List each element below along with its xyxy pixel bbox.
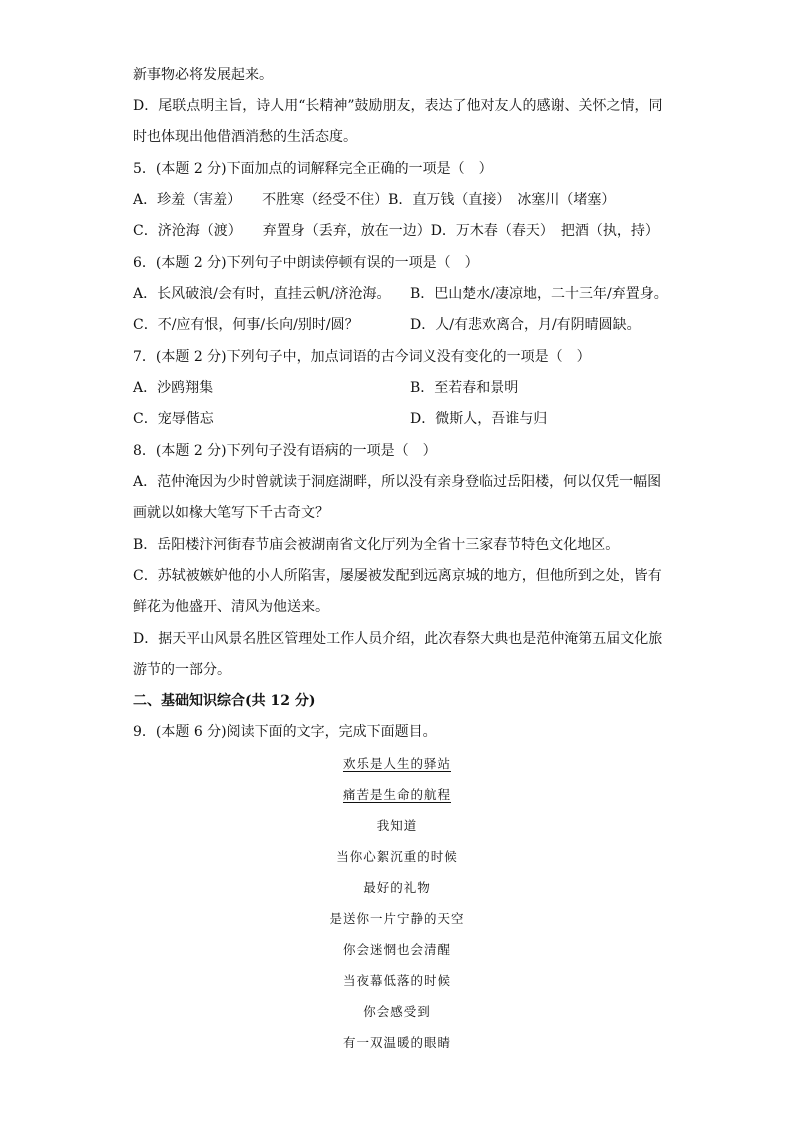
poem-line: 当你心絮沉重的时候	[336, 849, 458, 864]
poem-line: 我知道	[376, 818, 418, 833]
question-7-option-c: C．宠辱偕忘	[133, 411, 214, 427]
poem-line: 欢乐是人生的驿站	[342, 756, 451, 771]
question-8-option-c-cont: 鲜花为他盛开、清风为他送来。	[133, 599, 329, 615]
question-6: 6．(本题 2 分)下列句子中朗读停顿有误的一项是（ ）	[133, 255, 479, 271]
text-line: 时也体现出他借酒消愁的生活态度。	[133, 129, 357, 145]
question-8-option-d-cont: 游节的一部分。	[133, 662, 231, 678]
question-6-option-b: B．巴山楚水/凄凉地，二十三年/弃置身。	[410, 286, 668, 302]
question-7: 7．(本题 2 分)下列句子中，加点词语的古今词义没有变化的一项是（ ）	[133, 349, 591, 365]
question-7-option-b: B．至若春和景明	[410, 380, 519, 396]
question-6-option-d: D．人/有悲欢离合，月/有阴晴圆缺。	[410, 317, 641, 333]
question-9: 9．(本题 6 分)阅读下面的文字，完成下面题目。	[133, 724, 437, 740]
poem-line: 你会感受到	[363, 1004, 431, 1019]
question-8-option-c: C．苏轼被嫉妒他的小人所陷害，屡屡被发配到远离京城的地方，但他所到之处，皆有	[133, 568, 662, 584]
question-8-option-b: B．岳阳楼汴河街春节庙会被湖南省文化厅列为全省十三家春节特色文化地区。	[133, 537, 620, 553]
option-d-line: D．尾联点明主旨，诗人用“长精神”鼓励朋友，表达了他对友人的感谢、关怀之情，同	[133, 98, 663, 114]
question-8-option-a-cont: 画就以如椽大笔写下千古奇文？	[133, 505, 329, 521]
question-6-option-c: C．不/应有恨，何事/长向/别时/圆？	[133, 317, 359, 333]
question-8-option-d: D．据天平山风景名胜区管理处工作人员介绍，此次春祭大典也是范仲淹第五届文化旅	[133, 631, 663, 647]
poem-line: 当夜幕低落的时候	[342, 973, 451, 988]
question-6-option-a: A．长风破浪/会有时，直挂云帆/济沧海。	[133, 286, 391, 302]
section-heading: 二、基础知识综合(共 12 分)	[133, 693, 316, 709]
poem-line: 你会迷惘也会清醒	[342, 942, 451, 957]
question-7-option-d: D．微斯人，吾谁与归	[410, 411, 548, 427]
question-5-options-ab: A．珍羞（害羞） 不胜寒（经受不住）B．直万钱（直接） 冰塞川（堵塞）	[133, 192, 616, 208]
question-5: 5．(本题 2 分)下面加点的词解释完全正确的一项是（ ）	[133, 161, 493, 177]
poem-line: 最好的礼物	[363, 880, 431, 895]
question-8-option-a: A．范仲淹因为少时曾就读于洞庭湖畔，所以没有亲身登临过岳阳楼，何以仅凭一幅图	[133, 474, 662, 490]
question-5-options-cd: C．济沧海（渡） 弃置身（丢弃，放在一边）D．万木春（春天） 把酒（执，持）	[133, 223, 659, 239]
poem-line: 痛苦是生命的航程	[342, 787, 451, 802]
question-7-option-a: A．沙鸥翔集	[133, 380, 214, 396]
poem-line: 有一双温暖的眼睛	[342, 1035, 451, 1050]
poem-line: 是送你一片宁静的天空	[329, 911, 465, 926]
text-line: 新事物必将发展起来。	[133, 67, 273, 83]
question-8: 8．(本题 2 分)下列句子没有语病的一项是（ ）	[133, 443, 437, 459]
